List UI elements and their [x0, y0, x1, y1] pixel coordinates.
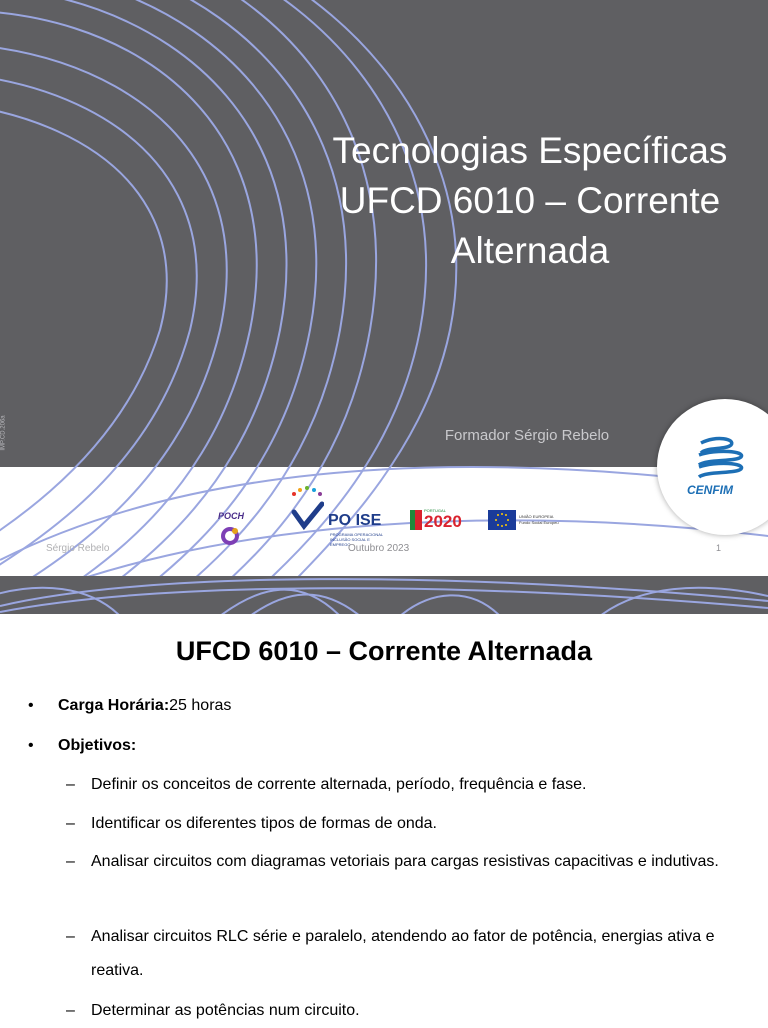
objective-text: Analisar circuitos RLC série e paralelo, atendendo ao fator de potência, energias ativa e reativa.: [91, 928, 715, 979]
objective-text: Determinar as potências num circuito.: [91, 1002, 360, 1019]
objective-text: Identificar os diferentes tipos de formas de onda.: [91, 815, 437, 832]
content-slide: [0, 614, 768, 1024]
title-slide: Tecnologias Específicas UFCD 6010 – Corrente Alternada Formador Sérgio Rebelo IMP.CD.206a POCH PO ISE PROGRAMA OPERACIONAL INCLUSÃO SOCIAL E EMPREGO PORTUGAL 2020 UNIÃO EUROPEIA Fundo Social Europeu CENFIM Sérgio Rebelo Outubro 2023 1: [0, 0, 768, 576]
cenfim-spiral-icon: [691, 435, 751, 485]
presenter-name: Formador Sérgio Rebelo: [444, 427, 610, 444]
content-title: UFCD 6010 – Corrente Alternada: [175, 636, 593, 666]
slide-divider: [0, 576, 768, 614]
slide-title: [300, 126, 760, 276]
title-line-3: Alternada: [450, 230, 610, 271]
title-line-1: Tecnologias Específicas: [332, 130, 728, 171]
dash-marker: –: [66, 776, 75, 793]
footer-author: Sérgio Rebelo: [46, 543, 110, 554]
footer-page-number: 1: [716, 543, 722, 553]
document-code: IMP.CD.206a: [0, 415, 7, 451]
dash-marker: –: [66, 1002, 75, 1019]
bullet-marker: •: [28, 737, 34, 754]
title-line-2: UFCD 6010 – Corrente: [339, 180, 721, 221]
bullet-marker: •: [28, 697, 34, 714]
poise-check-icon: [290, 486, 324, 530]
eu-flag-icon: [488, 510, 516, 530]
poch-logo: POCH: [218, 506, 244, 548]
dash-marker: –: [66, 853, 75, 870]
cenfim-wordmark: CENFIM: [687, 483, 733, 497]
carga-horaria-value: 25 horas: [169, 697, 232, 714]
objetivos-label: Objetivos:: [58, 737, 137, 754]
divider-swirl-lines: [0, 576, 768, 614]
dash-marker: –: [66, 815, 75, 832]
objective-text: Definir os conceitos de corrente alternada, período, frequência e fase.: [91, 776, 587, 793]
portugal-flag-icon: [410, 510, 422, 530]
eu-logo: UNIÃO EUROPEIA Fundo Social Europeu: [488, 510, 516, 535]
carga-horaria-label: Carga Horária:: [58, 697, 170, 714]
objective-text: Analisar circuitos com diagramas vetoriais para cargas resistivas capacitivas e indutivas.: [91, 853, 719, 870]
poise-logo: PO ISE PROGRAMA OPERACIONAL INCLUSÃO SOCIAL E EMPREGO: [290, 486, 324, 535]
poch-mark-icon: [218, 524, 242, 548]
dash-marker: –: [66, 928, 75, 945]
footer-date: Outubro 2023: [348, 543, 410, 554]
